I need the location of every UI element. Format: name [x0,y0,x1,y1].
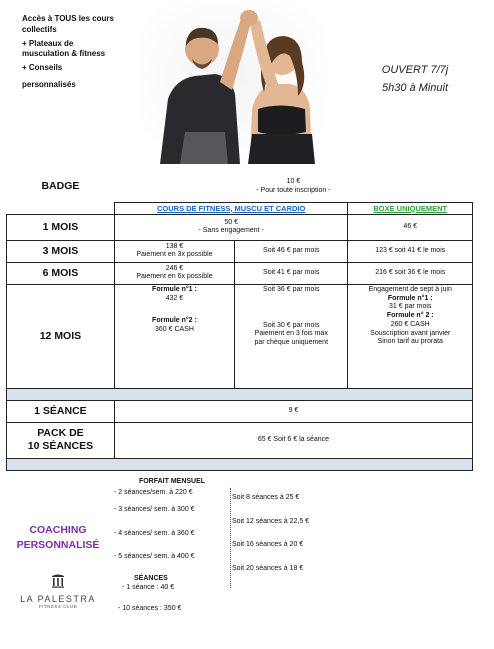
fitness-6-mois-note: Paiement en 6x possible [136,273,213,281]
separator-1 [7,388,473,400]
intro-line-3: + Conseils [22,63,63,73]
fitness-3-mois-price: 138 € [165,242,184,250]
forfait-item: - 2 séances/sem. à 220 € [114,488,193,496]
badge-label: BADGE [41,180,80,193]
price-1-seance: 9 € [114,400,472,422]
intro-line-4: personnalisés [22,79,76,89]
intro-line-2: + Plateaux de musculation & fitness [22,38,106,59]
column-icon [50,573,66,589]
label-pack-line-2: 10 SÉANCES [27,440,94,453]
row-6-mois [7,262,473,284]
boxe-formule-1-title: Formule n°1 : [387,294,433,302]
monthly-formule-2: Soit 30 € par mois [263,321,320,329]
badge-price-cell [114,172,472,202]
badge-note: - Pour toute inscription - [256,186,331,194]
boxe-note-1: Souscription avant janvier [370,329,451,337]
la-palestra-logo [6,573,110,609]
separator-2 [7,458,473,470]
label-1-seance: 1 SÉANCE [7,400,115,422]
fitness-12-mois-monthly [235,284,348,388]
boxe-6-mois: 216 € soit 36 € le mois [348,262,473,284]
fitness-1-mois [114,214,348,240]
pricing-table [6,172,473,471]
row-1-seance [7,400,473,422]
row-12-mois [7,284,473,388]
boxe-formule-2-title: Formule n° 2 : [386,312,434,320]
boxe-note-2: Sinon tarif au prorata [377,338,443,346]
logo-subtitle: FITNESS CLUB [38,604,78,609]
forfait-column [114,478,230,614]
fitness-6-mois [114,262,234,284]
row-3-mois [7,240,473,262]
fitness-1-mois-note: - Sans engagement - [198,227,264,235]
soit-item: Soit 12 séances à 22,5 € [232,517,310,525]
boxe-formule-2-price: 260 € CASH [390,320,430,328]
forfait-item: - 3 séances/ sem. à 300 € [114,506,195,514]
fitness-6-mois-price: 246 € [165,264,184,272]
row-1-mois [7,214,473,240]
soit-column [232,478,344,580]
boxe-engagement: Engagement de sept à juin [368,285,452,293]
row-pack [7,422,473,458]
monthly-formule-2-note-2: par chèque uniquement [254,339,329,347]
intro-line-1: Accès à TOUS les cours collectifs [22,14,114,34]
boxe-3-mois: 123 € soit 41 € le mois [348,240,473,262]
formule-1-price: 432 € [165,294,184,302]
header-boxe: BOXE UNIQUEMENT [348,202,473,214]
seances-title: SÉANCES [134,575,168,583]
formule-2-title: Formule n°2 : [152,317,197,325]
fitness-12-mois [114,284,234,388]
fitness-3-mois [114,240,234,262]
soit-item: Soit 16 séances à 20 € [232,541,304,549]
fitness-6-mois-monthly: Soit 41 € par mois [235,262,348,284]
open-days: OUVERT 7/7j [381,64,449,76]
fitness-1-mois-price: 50 € [224,218,238,226]
boxe-12-mois [348,284,473,388]
boxe-formule-1-price: 31 € par mois [389,303,432,311]
dotted-divider [230,488,231,588]
badge-price: 10 € [286,178,301,185]
coaching-section [6,477,110,643]
badge-row [7,172,473,202]
open-time: 5h30 à Minuit [381,81,449,94]
header-row [7,202,473,214]
label-1-mois: 1 MOIS [7,214,115,240]
intro-block [22,14,122,94]
boxe-1-mois: 46 € [348,214,473,240]
logo-name: LA PALESTRA [20,594,96,604]
coaching-title-line-2: PERSONNALISÉ [16,539,100,552]
soit-item: Soit 20 séances à 18 € [232,564,304,572]
header-fitness: COURS DE FITNESS, MUSCU ET CARDIO [114,202,348,214]
price-pack: 65 € Soit 6 € la séance [114,422,472,458]
monthly-formule-2-note-1: Paiement en 3 fois max [254,330,328,338]
fitness-3-mois-monthly: Soit 46 € par mois [235,240,348,262]
forfait-item: - 5 séances/ sem. à 400 € [114,553,195,561]
formule-1-title: Formule n°1 : [152,285,197,293]
seance-10-price: - 10 séances : 350 € [118,604,182,612]
formule-2-price: 360 € CASH [154,326,194,334]
opening-hours [360,62,470,97]
hero-photo [140,4,325,164]
soit-item: Soit 8 séances à 25 € [232,494,300,502]
seance-1-price: - 1 séance : 40 € [122,584,175,591]
coaching-title-line-1: COACHING [29,524,87,536]
monthly-formule-1: Soit 36 € par mois [263,285,320,293]
label-12-mois: 12 MOIS [7,284,115,388]
label-3-mois: 3 MOIS [7,240,115,262]
label-pack [7,422,115,458]
label-6-mois: 6 MOIS [7,262,115,284]
fitness-3-mois-note: Paiement en 3x possible [136,251,213,259]
coaching-title [6,523,110,553]
forfait-item: - 4 séances/ sem. à 360 € [114,529,195,537]
label-pack-line-1: PACK DE [37,427,84,440]
forfait-title: FORFAIT MENSUEL [138,478,206,485]
